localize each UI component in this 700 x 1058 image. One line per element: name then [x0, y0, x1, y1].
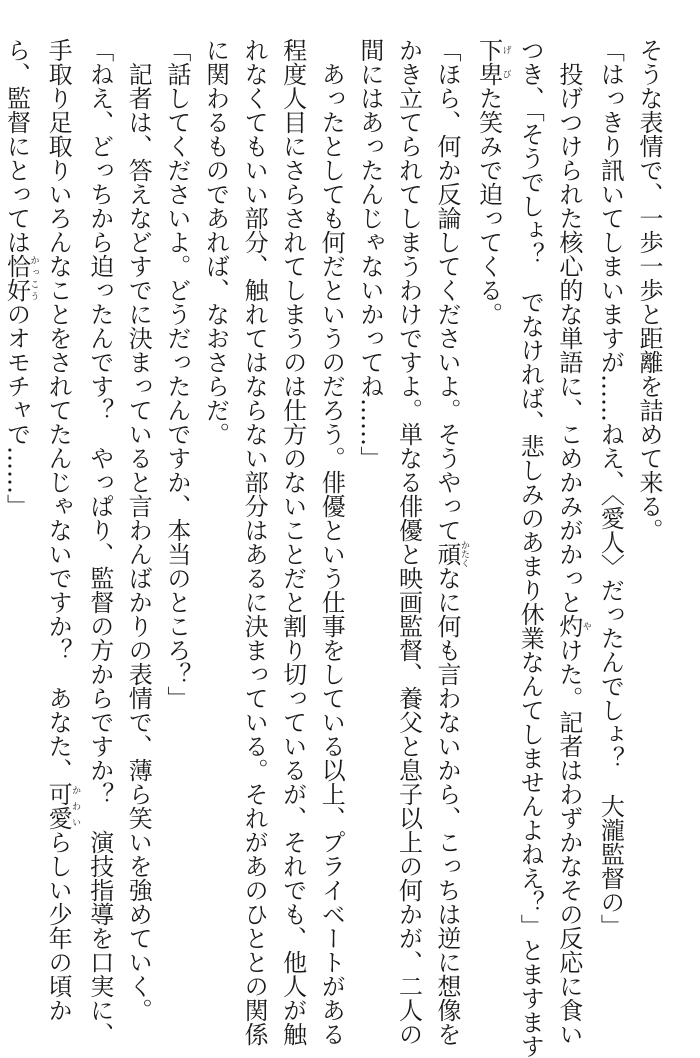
text-line: 投げつけられた核心的な単語に、こめかみがかっと灼やけた。記者はわずかなその反応に食い [554, 38, 591, 1046]
text-line: 「ほら、何か反論してくださいよ。そうやって頑かたくなに何も言わないから、こっちは逆に想像を [433, 38, 470, 1046]
text-line: かき立てられてしまうわけですよ。単なる俳優と映画監督、養父と息子以上の何かが、二人の [394, 38, 423, 1046]
text-line: 手取り足取りいろんなことをされてたんじゃないですか？ あなた、可愛かわいらしい少年の頃か [44, 38, 81, 1022]
text-line: 「ねえ、どっちから迫ったんです？ やっぱり、監督の方からですか？ 演技指導を口実に、 [85, 38, 114, 1046]
ruby-annotation: かっこう [28, 254, 39, 302]
ruby-annotation: かわい [70, 782, 81, 830]
text-line: 「はっきり訊いてしまいますが……ねえ、〈愛人〉だったんでしょ？ 大瀧監督の」 [596, 38, 625, 938]
ruby-annotation: や [580, 614, 591, 638]
text-line: れなくてもいい部分、触れてはならない部分はあるに決まっている。それがあのひととの関係 [240, 38, 269, 1046]
text-line: 間にはあったんじゃないかってね……」 [355, 38, 384, 470]
text-line: 程度人目にさらされてしまうのは仕方のないことだと割り切っているが、それでも、他人が触 [278, 38, 307, 1046]
text-line: 下卑げびた笑みで迫ってくる。 [474, 38, 511, 326]
ruby-annotation: げび [500, 38, 511, 86]
text-line: つき、「そうでしょ？ でなければ、悲しみのあまり休業なんてしませんよねえ？」とますます [516, 38, 545, 1058]
ruby-annotation: かたく [459, 540, 470, 568]
text-line: ら、監督にとっては恰好かっこうのオモチャで……」 [2, 38, 39, 518]
text-line: に関わるものであれば、なおさらだ。 [201, 38, 230, 446]
text-line: 記者は、答えなどすでに決まっていると言わんばかりの表情で、薄ら笑いを強めていく。 [124, 38, 153, 1022]
text-line: 「話してくださいよ。どうだったんですか、本当のところ？」 [162, 38, 191, 710]
text-line: あったとしても何だというのだろう。俳優という仕事をしている以上、プライベートがある [317, 38, 346, 1046]
vertical-text-body [0, 38, 668, 1058]
text-line: そうな表情で、一歩一歩と距離を詰めて来る。 [635, 38, 663, 542]
